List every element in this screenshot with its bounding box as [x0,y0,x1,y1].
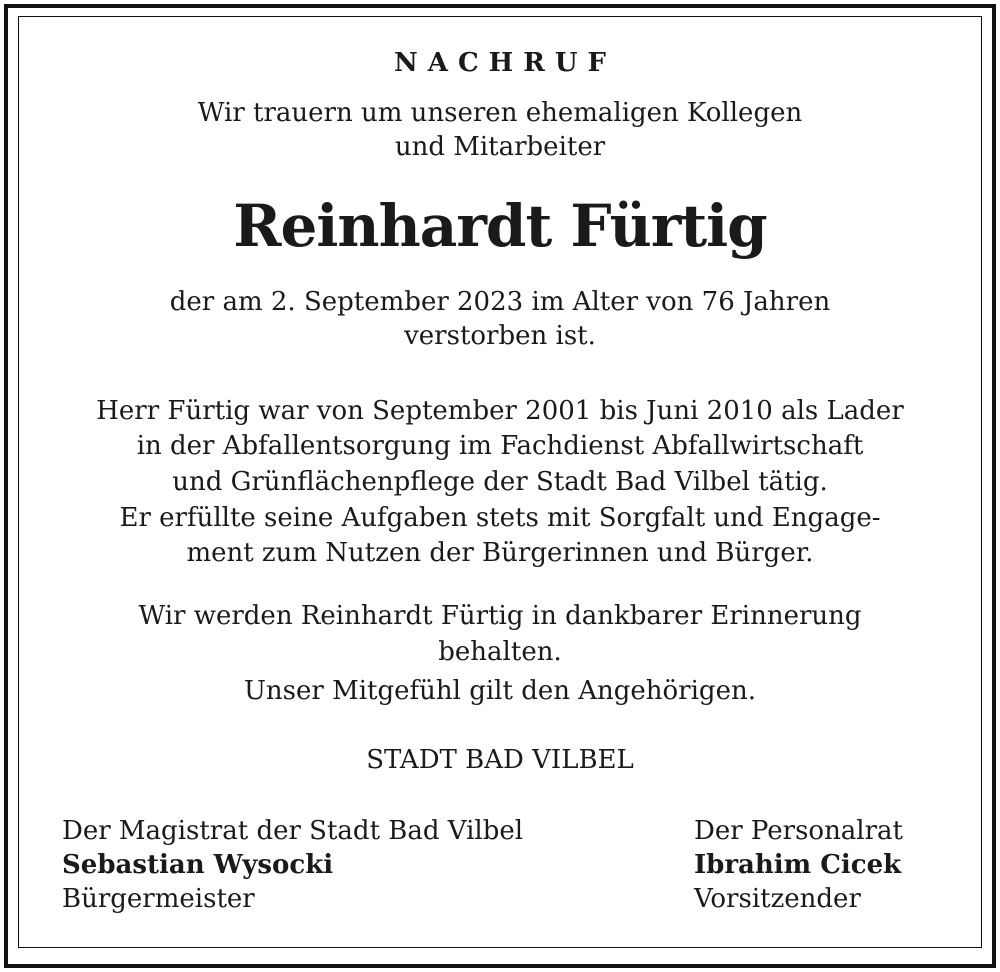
left-person: Sebastian Wysocki [62,850,334,880]
death-line-1: der am 2. September 2023 im Alter von 76 Jahren [169,287,831,317]
notice-header: NACHRUF [394,48,616,78]
right-person: Ibrahim Cicek [694,850,902,880]
bio-line-5: ment zum Nutzen der Bürgerinnen und Bürger. [186,538,814,568]
left-organization: Der Magistrat der Stadt Bad Vilbel [62,816,524,846]
intro-line-2: und Mitarbeiter [394,132,606,162]
right-organization: Der Personalrat [694,816,904,846]
deceased-name: Reinhardt Fürtig [233,192,767,260]
left-role: Bürgermeister [62,884,255,914]
intro-line-1: Wir trauern um unseren ehemaligen Kollegen [197,98,803,128]
death-line-2: verstorben ist. [404,321,596,351]
signature-right [694,814,903,916]
remembrance-line-1: Wir werden Reinhardt Fürtig in dankbarer Erinnerung [138,601,862,631]
bio-line-4: Er erfüllte seine Aufgaben stets mit Sorgfalt und Engage- [119,503,881,533]
bio-line-1: Herr Fürtig war von September 2001 bis Juni 2010 als Lader [96,396,904,426]
remembrance-line-2: behalten. [438,637,562,667]
bio-line-3: und Grünflächenpflege der Stadt Bad Vilbel tätig. [172,467,828,497]
bio-line-2: in der Abfallentsorgung im Fachdienst Abfallwirtschaft [136,431,864,461]
right-role: Vorsitzender [694,884,861,914]
city-name: STADT BAD VILBEL [366,745,634,775]
signature-left [62,814,523,916]
condolence-line: Unser Mitgefühl gilt den Angehörigen. [244,676,756,706]
